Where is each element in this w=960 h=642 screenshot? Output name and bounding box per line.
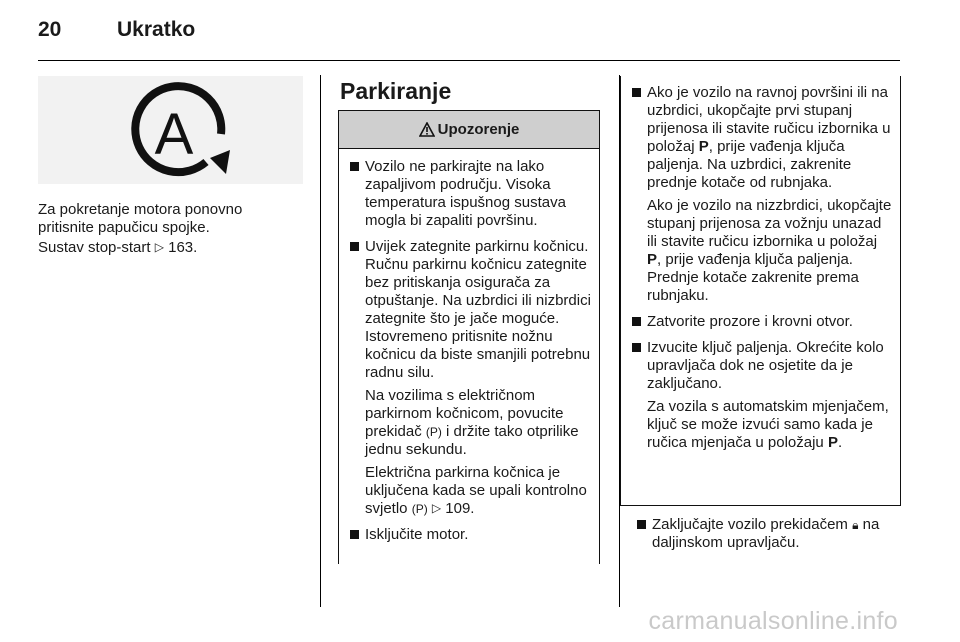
warning-box xyxy=(338,110,600,564)
sub-paragraph: Ako je vozilo na nizzbrdici, ukopčajte stupanj prijenosa za vožnju unazad ili stavite ručicu izbornika u položaj P, prije vađenja ključa paljenja. Prednje kotače zakrenite prema rubnjaku. xyxy=(647,197,892,304)
sub-paragraph: Električna parkirna kočnica je uključena kada se upali kontrolno svjetlo (P) ▷ 109. xyxy=(365,464,587,517)
list-item: Izvucite ključ paljenja. Okrećite kolo upravljača dok ne osjetite da je zaključano. Za vozila s automatskim mjenjačem, ključ se može izvući samo kada je ručica mjenjača u položaju P. xyxy=(631,339,894,452)
list-item: Vozilo ne parkirajte na lako zapaljivom području. Visoka temperatura ispušnog sustava mogla bi zapaliti površinu. xyxy=(349,158,591,230)
watermark: carmanualsonline.info xyxy=(648,607,898,635)
lock-button-icon: 🔒︎ xyxy=(852,518,859,532)
stop-start-illustration xyxy=(38,76,303,184)
list-item: Isključite motor. xyxy=(349,526,591,544)
lock-instruction xyxy=(636,516,902,552)
header-rule xyxy=(38,60,900,61)
list-item: Uvijek zategnite parkirnu kočnicu. Ručnu parkirnu kočnicu zategnite bez pritiskanja osigurača za otpuštanje. Na uzbrdici ili nizbrdici zategnite što je jače moguće. Istovremeno pritisnite nožnu kočnicu da biste smanjili potrebnu radnu silu. Na vozilima s električnom parkirnom kočnicom, povucite prekidač (P) i držite tako otprilike jednu sekundu. Električna parkirna kočnica je uključena kada se upali kontrolno svjetlo (P) ▷ 109. xyxy=(349,238,591,518)
page-ref-icon: ▷ xyxy=(431,501,442,515)
warning-list-continued xyxy=(621,76,900,452)
warning-box-continued xyxy=(620,76,901,506)
parking-brake-switch-icon: (P) xyxy=(425,425,442,439)
chapter-title: Ukratko xyxy=(117,18,196,41)
sub-paragraph: Za vozila s automatskim mjenjačem, ključ se može izvući samo kada je ručica mjenjača u položaju P. xyxy=(647,398,889,451)
warning-header xyxy=(339,111,599,149)
page-ref-icon: ▷ xyxy=(154,240,164,254)
warning-list xyxy=(339,149,599,544)
list-item: Zaključajte vozilo prekidačem 🔒︎ na daljinskom upravljaču. xyxy=(636,516,902,552)
section-title: Parkiranje xyxy=(340,78,452,104)
stop-start-reference xyxy=(38,239,298,257)
reference-page: 163. xyxy=(168,239,198,256)
list-item: Ako je vozilo na ravnoj površini ili na uzbrdici, ukopčajte prvi stupanj prijenosa ili stavite ručicu izbornika u položaj P, prije vađenja ključa paljenja. Na uzbrdici, zakrenite prednje kotače od rubnjaka. Ako je vozilo na nizzbrdici, ukopčajte stupanj prijenosa za vožnju unazad ili stavite ručicu izbornika u položaj P, prije vađenja ključa paljenja. Prednje kotače zakrenite prema rubnjaku. xyxy=(631,84,894,305)
list-item: Zatvorite prozore i krovni otvor. xyxy=(631,313,894,331)
auto-stop-icon xyxy=(38,76,303,184)
icon-letter: A xyxy=(154,102,194,167)
restart-paragraph: Za pokretanje motora ponovno pritisnite papučicu spojke. xyxy=(38,201,243,236)
reference-text: Sustav stop-start xyxy=(38,239,151,256)
parking-brake-light-icon: (P) xyxy=(411,502,428,516)
column-divider-1 xyxy=(320,75,321,607)
warning-title: Upozorenje xyxy=(437,121,520,138)
sub-paragraph: Na vozilima s električnom parkirnom kočnicom, povucite prekidač (P) i držite tako otprilike jednu sekundu. xyxy=(365,387,579,458)
warning-triangle-icon xyxy=(419,122,435,137)
page-number: 20 xyxy=(38,18,62,41)
